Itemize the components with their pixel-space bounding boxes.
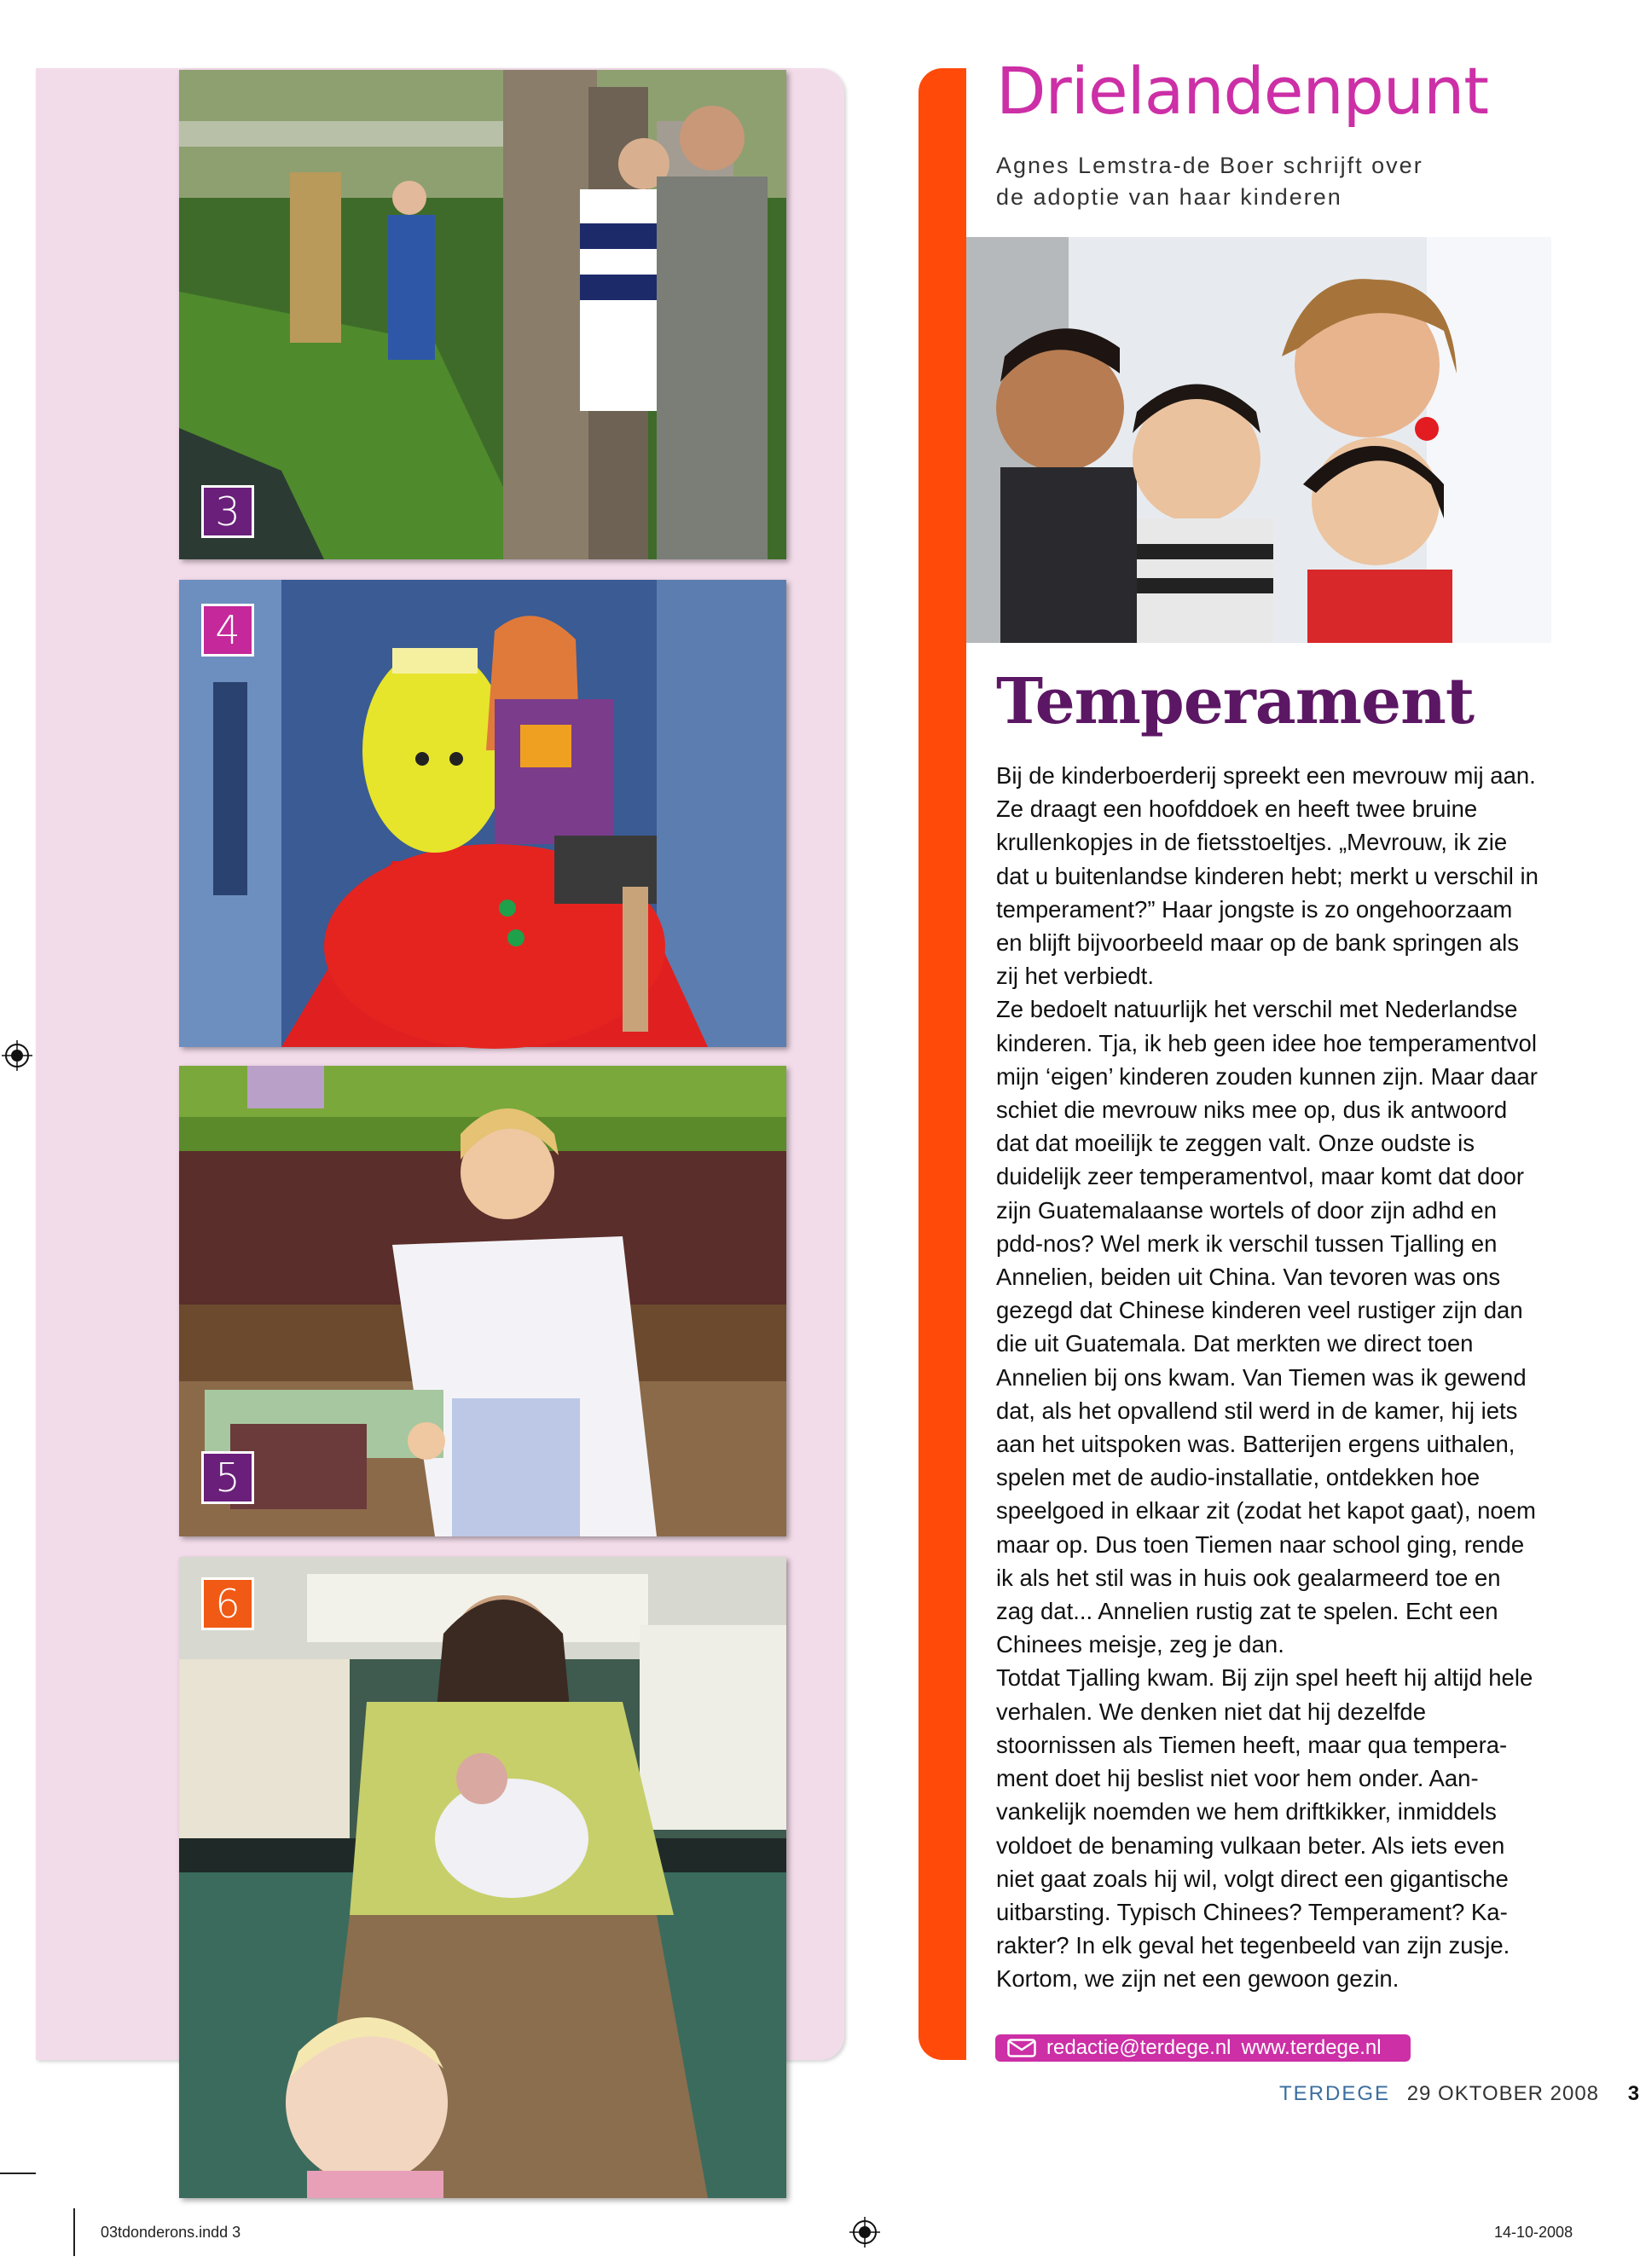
article-heading: Temperament — [996, 665, 1475, 738]
registration-mark-icon — [2, 1040, 32, 1071]
registration-mark-icon — [849, 2217, 880, 2248]
photo-number-badge: 5 — [201, 1451, 254, 1504]
slug-filename: 03tdonderons.indd 3 — [101, 2224, 241, 2241]
photo-number-badge: 3 — [201, 485, 254, 538]
column-subtitle — [996, 150, 1474, 213]
subtitle-line-2: de adoptie van haar kinderen — [996, 184, 1342, 210]
mail-icon — [1007, 2039, 1036, 2057]
issue-date: 29 OKTOBER 2008 — [1406, 2082, 1600, 2105]
accent-side-bar — [919, 68, 966, 2060]
page-number: 3 — [1627, 2082, 1640, 2105]
article-paragraph: Bij de kinderboerderij spreekt een mevrouw mij aan. Ze draagt een hoofddoek en heeft twee bruine krullenkopjes in de fietsstoeltjes. „Mevrouw, ik zie dat u buitenlandse kinderen hebt; merkt u verschil in temperament?” Haar jongste is zo ongehoorzaam en blijft bijvoorbeeld maar op de bank springen als zij het verbiedt. — [996, 762, 1539, 990]
contact-bar — [995, 2034, 1411, 2062]
photo-6-mother-with-baby — [179, 1557, 786, 2198]
page-footer — [1279, 2082, 1640, 2106]
crop-mark — [73, 2208, 75, 2256]
photo-3-farm-visit — [179, 70, 786, 559]
photo-4-girl-on-ride — [179, 580, 786, 1047]
photo-number-badge: 4 — [201, 604, 254, 657]
contact-web-link[interactable]: www.terdege.nl — [1241, 2036, 1382, 2059]
photo-number-badge: 6 — [201, 1577, 254, 1630]
column-title: Drielandenpunt — [996, 53, 1489, 129]
crop-mark — [0, 2173, 36, 2174]
magazine-brand: TERDEGE — [1279, 2082, 1391, 2105]
author-family-photo — [966, 237, 1551, 643]
article-paragraph: Ze bedoelt natuurlijk het verschil met Nederlandse kinderen. Tja, ik heb geen idee hoe temperamentvol mijn ‘eigen’ kinderen zouden kunnen zijn. Maar daar schiet die mevrouw niks mee op, dus ik antwoord dat dat moeilijk te zeggen valt. Onze oudste is duidelijk zeer temperamentvol, maar komt dat door zijn Guatemalaanse wortels of door zijn adhd en pdd-nos? Wel merk ik verschil tussen Tjalling en Annelien, beiden uit China. Van tevoren was ons gezegd dat Chinese kinderen veel rustiger zijn dan die uit Guatemala. Dat merkten we direct toen Annelien bij ons kwam. Van Tiemen was ik gewend dat, als het opvallend stil werd in de kamer, hij iets aan het uitspoken was. Batterijen ergens uithalen, spelen met de audio-installatie, ontdekken hoe speelgoed in elkaar zit (zodat het kapot gaat), noem maar op. Dus toen Tiemen naar school ging, rende ik als het stil was in huis ook gealarmeerd toe en zag dat... Annelien rustig zat te spelen. Echt een Chinees meisje, zeg je dan. — [996, 996, 1538, 1658]
photo-5-girl-with-stroller — [179, 1066, 786, 1536]
contact-email-link[interactable]: redactie@terdege.nl — [1046, 2036, 1231, 2059]
subtitle-line-1: Agnes Lemstra-de Boer schrijft over — [996, 153, 1423, 178]
article-paragraph: Totdat Tjalling kwam. Bij zijn spel heeft hij altijd hele verhalen. We denken niet dat hij dezelfde stoornissen als Tiemen heeft, maar qua temperament doet hij beslist niet voor hem onder. Aanvankelijk noemden we hem driftkikker, inmiddels voldoet de benaming vulkaan beter. Als iets even niet gaat zoals hij wil, volgt direct een gigantische uitbarsting. Typisch Chinees? Temperament? Karakter? In elk geval het tegenbeeld van zijn zusje. Kortom, we zijn net een gewoon gezin. — [996, 1664, 1533, 1993]
slug-date: 14-10-2008 — [1494, 2224, 1573, 2241]
article-body — [996, 759, 1542, 1996]
